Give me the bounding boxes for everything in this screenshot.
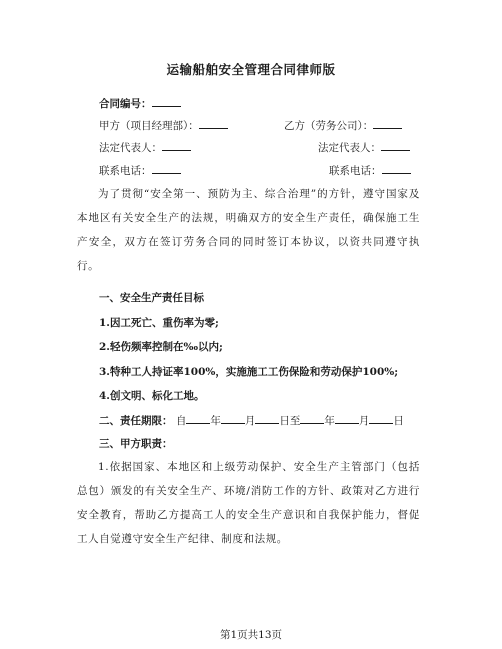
party-b-label: 乙方（劳务公司）： (284, 120, 374, 132)
intro-paragraph: 为了贯彻“安全第一、预防为主、综合治理”的方针，遵守国家及本地区有关安全生产的法规，明确双方的安全生产责任，确保施工生产安全，双方在签订劳务合同的同时签订本协议，以资共同遵守执行。 (77, 188, 420, 272)
phone-b-label: 联系电话： (329, 165, 382, 177)
rep-a-blank (162, 140, 191, 151)
term-year-1: 年 (210, 415, 221, 427)
section-2-row (99, 413, 404, 428)
party-a-label: 甲方（项目经理部）： (99, 120, 199, 132)
party-a-blank (199, 118, 228, 129)
duty-paragraph-1: 1.依据国家、本地区和上级劳动保护、安全生产主管部门（包括总包）颁发的有关安全生产、环境/消防工作的方针、政策对乙方进行安全教育，帮助乙方提高工人的安全生产意识和自我保护能力，督促工人自觉遵守安全生产纪律、制度和法规。 (77, 461, 420, 545)
term-month-1-blank (221, 413, 245, 424)
party-b-blank (373, 118, 402, 129)
section-3-heading: 三、甲方职责： (99, 438, 173, 450)
term-day-2-blank (369, 413, 393, 424)
goal-item-4: 4.创文明、标化工地。 (99, 390, 205, 402)
phone-a-row (99, 163, 181, 178)
rep-a-row (99, 140, 191, 155)
term-from: 自 (175, 415, 187, 427)
party-b-row (284, 118, 402, 133)
phone-b-row (329, 163, 411, 178)
rep-a-label: 法定代表人： (99, 142, 162, 154)
phone-b-blank (382, 163, 411, 174)
goal-item-3: 3.特种工人持证率100%，实施施工工伤保险和劳动保护100%; (99, 366, 399, 378)
contract-number-blank (152, 96, 181, 107)
section-2-heading: 二、责任期限： (99, 415, 173, 427)
term-year-2-blank (300, 413, 324, 424)
document-title: 运输船舶安全管理合同律师版 (166, 62, 336, 77)
phone-a-label: 联系电话： (99, 165, 152, 177)
term-day-2: 日 (393, 415, 404, 427)
rep-b-row (318, 140, 410, 155)
term-day-1-blank (255, 413, 279, 424)
rep-b-blank (381, 140, 410, 151)
section-1-heading: 一、安全生产责任目标 (99, 292, 204, 304)
term-month-2: 月 (358, 415, 370, 427)
party-a-row (99, 118, 228, 133)
term-year-2: 年 (324, 415, 335, 427)
term-day-1: 日至 (279, 415, 301, 427)
page-footer: 第1页共13页 (219, 629, 283, 641)
goal-item-1: 1.因工死亡、重伤率为零; (99, 317, 219, 329)
goal-item-2: 2.轻伤频率控制在‰以内; (99, 341, 223, 353)
term-month-1: 月 (244, 415, 256, 427)
contract-number-row (99, 96, 181, 111)
rep-b-label: 法定代表人： (318, 142, 381, 154)
term-year-1-blank (186, 413, 210, 424)
phone-a-blank (152, 163, 181, 174)
contract-number-label: 合同编号： (99, 98, 152, 110)
term-month-2-blank (335, 413, 359, 424)
